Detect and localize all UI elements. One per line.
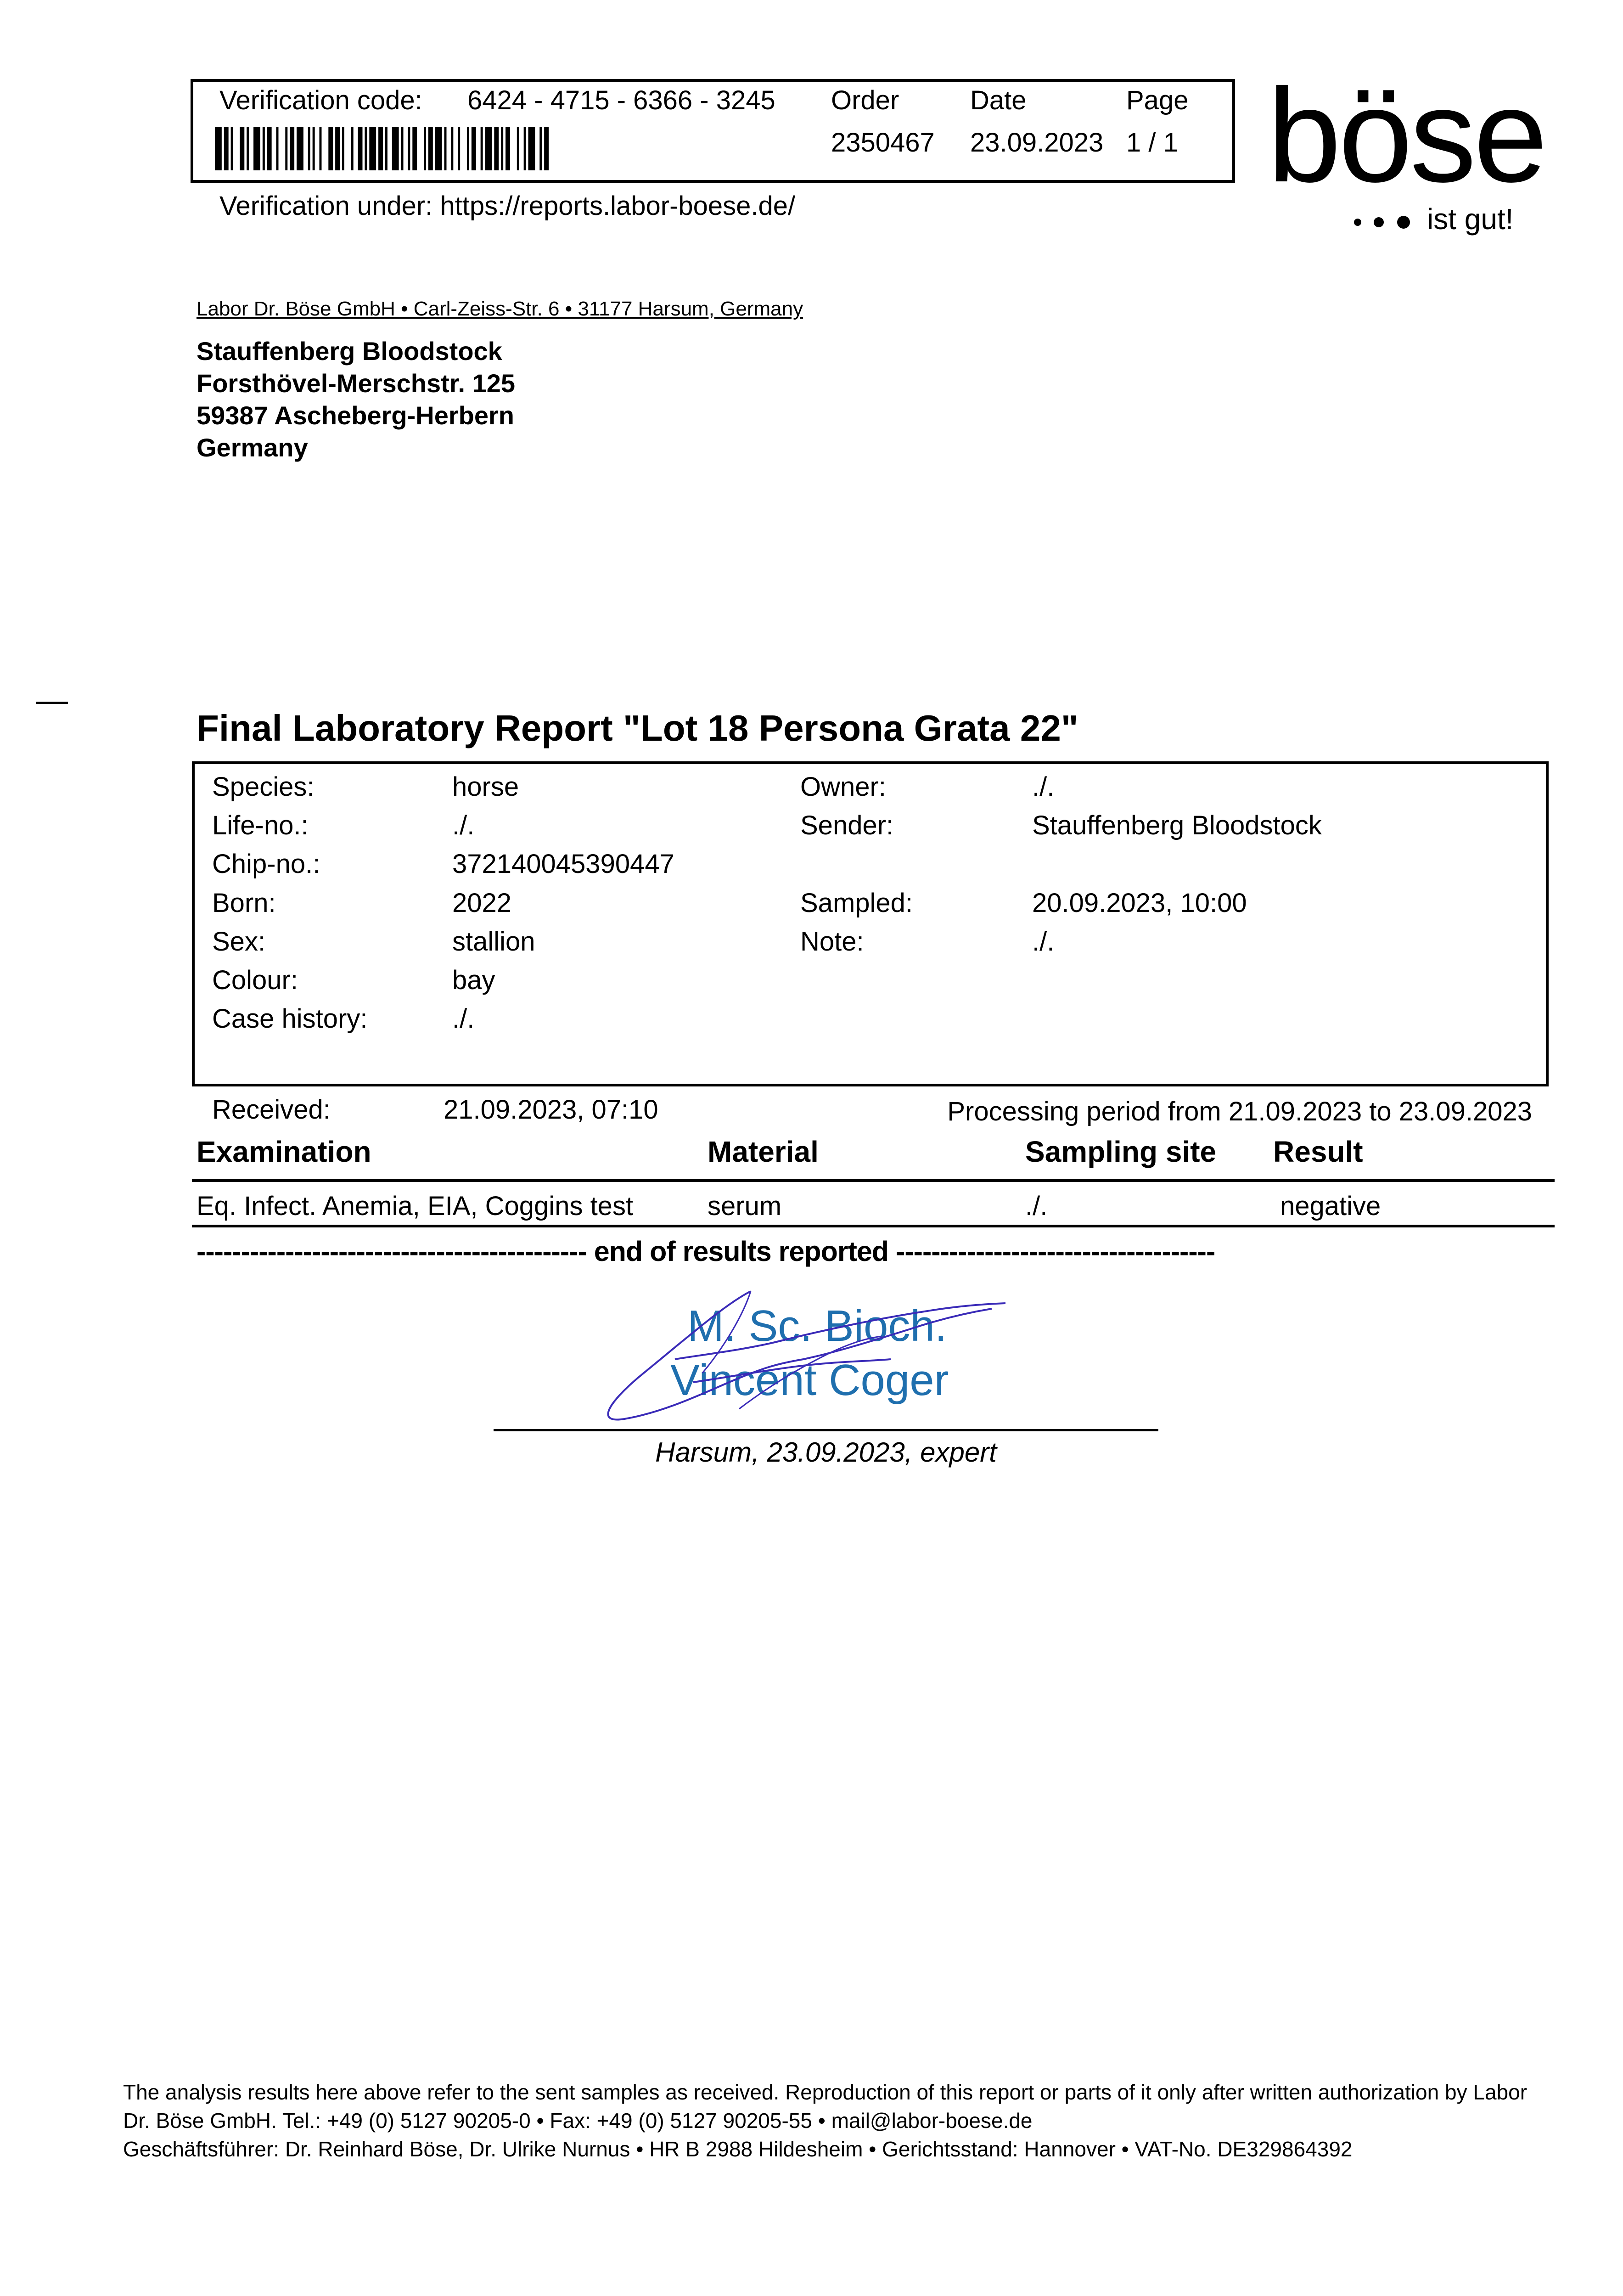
signature-block [588,1286,1084,1437]
sender-value: Stauffenberg Bloodstock [1032,810,1322,840]
sampled-value: 20.09.2023, 10:00 [1032,888,1247,918]
received-label: Received: [212,1095,331,1125]
sex-label: Sex: [212,927,266,957]
chip-label: Chip-no.: [212,849,320,879]
life-value: ./. [452,810,475,840]
sex-value: stallion [452,927,535,957]
recipient-address [197,335,515,464]
logo-tagline: ist gut! [1427,203,1514,236]
born-label: Born: [212,888,276,918]
sampled-label: Sampled: [800,888,913,918]
sender-address: Labor Dr. Böse GmbH • Carl-Zeiss-Str. 6 • 31177 Harsum, Germany [197,298,803,320]
recipient-name: Stauffenberg Bloodstock [197,337,502,366]
received-value: 21.09.2023, 07:10 [444,1095,658,1125]
logo-wordmark: böse [1267,61,1545,210]
result-cell: negative [1280,1191,1381,1221]
examination-cell: Eq. Infect. Anemia, EIA, Coggins test [197,1191,634,1221]
species-value: horse [452,772,519,802]
page-value: 1 / 1 [1126,128,1178,158]
report-title: Final Laboratory Report "Lot 18 Persona Grata 22" [197,708,1078,748]
order-value: 2350467 [831,128,935,158]
column-header-sampling-site: Sampling site [1025,1135,1217,1168]
signature-place-date: Harsum, 23.09.2023, expert [655,1437,997,1468]
species-label: Species: [212,772,314,802]
table-header-rule [192,1179,1555,1182]
column-header-result: Result [1273,1135,1363,1168]
note-value: ./. [1032,927,1055,957]
verification-url: Verification under: https://reports.labor-boese.de/ [219,191,796,221]
footer-line-3: Geschäftsführer: Dr. Reinhard Böse, Dr. Ulrike Nurnus • HR B 2988 Hildesheim • Gerichtsstand: Hannover • VAT-No. DE329864392 [123,2137,1353,2161]
order-label: Order [831,85,899,115]
processing-period: Processing period from 21.09.2023 to 23.09.2023 [947,1097,1532,1126]
footer-line-1: The analysis results here above refer to the sent samples as received. Reproduction of this report or parts of it only after written authorization by Labor [123,2080,1528,2104]
verification-label: Verification code: [219,85,422,115]
column-header-material: Material [708,1135,819,1168]
column-header-examination: Examination [197,1135,371,1168]
material-cell: serum [708,1191,782,1221]
date-value: 23.09.2023 [970,128,1104,158]
page-label: Page [1126,85,1189,115]
footer-legal [123,2078,1527,2163]
owner-value: ./. [1032,772,1055,802]
chip-value: 372140045390447 [452,849,674,879]
handwritten-signature [588,1286,1084,1437]
note-label: Note: [800,927,864,957]
life-label: Life-no.: [212,810,309,840]
sender-label: Sender: [800,810,894,840]
recipient-street: Forsthövel-Merschstr. 125 [197,369,516,398]
date-label: Date [970,85,1027,115]
barcode-image [215,127,551,170]
signature-rule [494,1429,1158,1431]
signer-title: M. Sc. Bioch. [687,1301,947,1351]
recipient-city: 59387 Ascheberg-Herbern [197,401,515,430]
colour-label: Colour: [212,965,298,995]
end-of-results-line: -------------------------------------------- end of results reported ------------------------------------ [197,1236,1215,1267]
table-row-rule [192,1225,1555,1227]
logo-dots-icon [1352,212,1416,231]
history-label: Case history: [212,1004,368,1034]
fold-mark [36,702,68,704]
signer-name: Vincent Coger [670,1356,949,1405]
recipient-country: Germany [197,433,308,462]
history-value: ./. [452,1004,475,1034]
born-value: 2022 [452,888,512,918]
owner-label: Owner: [800,772,886,802]
sampling-site-cell: ./. [1025,1191,1048,1221]
verification-code: 6424 - 4715 - 6366 - 3245 [467,85,775,115]
footer-line-2: Dr. Böse GmbH. Tel.: +49 (0) 5127 90205-0 • Fax: +49 (0) 5127 90205-55 • mail@labor-boese.de [123,2109,1033,2133]
colour-value: bay [452,965,495,995]
